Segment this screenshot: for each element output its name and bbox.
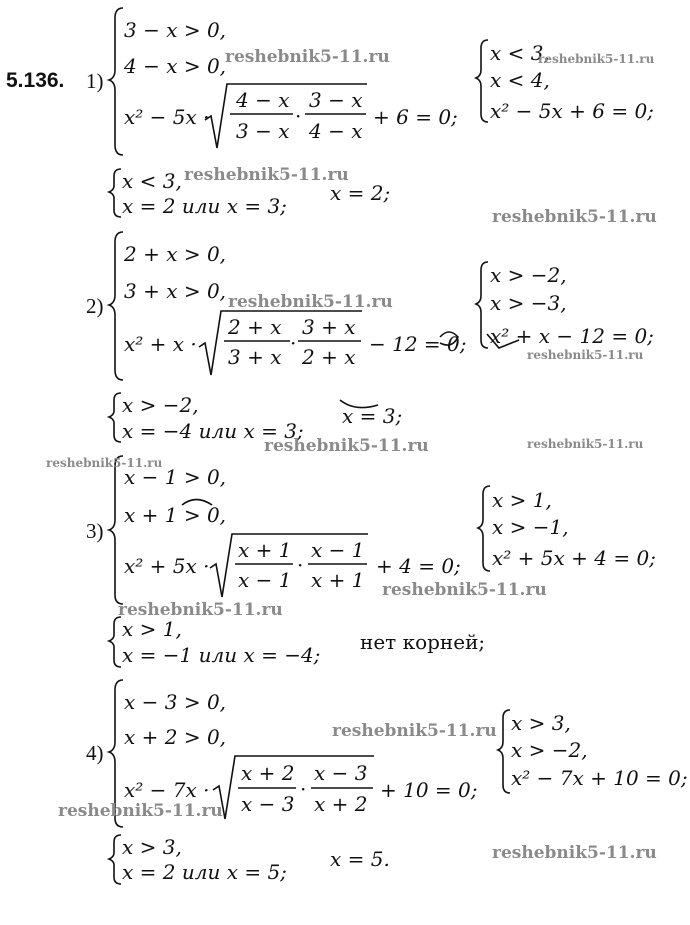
part-2-frac2-den: 2 + x [302,345,356,369]
part-3-final-b: x = −1 или x = −4; [122,643,321,667]
watermark: reshebnik5-11.ru [527,348,644,362]
part-2-condition-a: 2 + x > 0, [124,242,227,266]
part-1-dot: · [295,104,302,128]
watermark: reshebnik5-11.ru [264,436,429,456]
brace-4-result [498,710,510,793]
part-2-frac1-den: 3 + x [228,345,282,369]
part-2-result-b: x > −3, [490,291,567,315]
part-2-frac1-num: 2 + x [228,315,282,339]
watermark: reshebnik5-11.ru [225,47,390,67]
part-2-dot: · [290,331,297,355]
brace-3-system [109,456,123,604]
part-1-result-a: x < 3, [490,41,550,65]
part-2-equation-right: − 12 = 0; [369,332,467,356]
part-4-frac2-num: x − 3 [314,761,368,785]
part-3-condition-b: x + 1 > 0, [124,503,227,527]
watermark: reshebnik5-11.ru [332,721,497,741]
part-4-equation-left: x² − 7x · [124,778,210,802]
part-1-condition-a: 3 − x > 0, [124,18,227,42]
problem-number: 5.136. [6,69,65,92]
watermark: reshebnik5-11.ru [538,52,655,66]
part-3-result-b: x > −1, [492,515,569,539]
part-2-frac2-num: 3 + x [302,315,356,339]
part-1-result-c: x² − 5x + 6 = 0; [490,99,654,123]
watermark: reshebnik5-11.ru [184,165,349,185]
part-2-label: 2) [86,294,104,318]
part-4-final-b: x = 2 или x = 5; [122,860,287,884]
part-3-final-a: x > 1, [122,617,182,641]
watermark: reshebnik5-11.ru [46,456,163,470]
part-1-equation-left: x² − 5x · [124,105,210,129]
part-3-answer: нет корней; [360,630,486,654]
part-1-result-b: x < 4, [490,68,550,92]
watermark: reshebnik5-11.ru [492,843,657,863]
part-4-frac2-den: x + 2 [314,792,368,816]
part-3-result-c: x² + 5x + 4 = 0; [492,546,656,570]
part-3-result-a: x > 1, [492,488,552,512]
part-1-final-a: x < 3, [122,169,182,193]
part-4-answer: x = 5. [330,847,390,871]
part-3-equation-right: + 4 = 0; [376,554,461,578]
part-3-frac2-den: x + 1 [311,568,365,592]
watermark: reshebnik5-11.ru [527,437,644,451]
part-4-condition-b: x + 2 > 0, [124,725,227,749]
part-2-condition-b: 3 + x > 0, [124,279,227,303]
part-1-answer: x = 2; [330,181,391,205]
brace-2-result [476,262,488,348]
watermark: reshebnik5-11.ru [118,600,283,620]
part-1-condition-b: 4 − x > 0, [124,54,227,78]
part-4-final-a: x > 3, [122,835,182,859]
part-3-frac1-num: x + 1 [238,538,292,562]
part-2-final-b: x = −4 или x = 3; [122,419,304,443]
part-3-frac1-den: x − 1 [238,568,292,592]
watermark: reshebnik5-11.ru [58,801,223,821]
brace-2-system [109,232,123,380]
part-2-equation-left: x² + x · [124,332,197,356]
part-4-equation-right: + 10 = 0; [380,778,478,802]
part-1-frac2-num: 3 − x [309,88,363,112]
brace-3-result [478,486,490,571]
part-4-frac1-den: x − 3 [241,792,295,816]
part-2-result-c: x² + x − 12 = 0; [490,324,654,348]
brace-1-system [109,8,123,155]
part-4-label: 4) [86,741,104,765]
brace-3-final [109,617,121,667]
brace-2-final [109,393,121,442]
part-2-answer: x = 3; [342,404,403,428]
part-4-condition-a: x − 3 > 0, [124,690,227,714]
part-4-result-c: x² − 7x + 10 = 0; [511,766,688,790]
part-4-dot: · [300,777,307,801]
part-4-frac1-num: x + 2 [241,761,295,785]
part-3-dot: · [297,553,304,577]
part-4-result-a: x > 3, [511,711,571,735]
part-3-equation-left: x² + 5x · [124,554,210,578]
part-1-frac1-den: 3 − x [236,119,290,143]
part-1-frac2-den: 4 − x [309,119,363,143]
watermark: reshebnik5-11.ru [382,580,547,600]
watermark: reshebnik5-11.ru [492,207,657,227]
brace-4-final [109,835,121,884]
part-4-result-b: x > −2, [511,738,588,762]
part-1-label: 1) [86,69,104,93]
part-1-equation-right: + 6 = 0; [373,105,458,129]
brace-1-result [476,40,488,122]
part-2-final-a: x > −2, [122,393,199,417]
part-2-result-a: x > −2, [490,263,567,287]
part-3-condition-a: x − 1 > 0, [124,465,227,489]
part-3-frac2-num: x − 1 [311,538,365,562]
part-1-final-b: x = 2 или x = 3; [122,194,287,218]
part-3-label: 3) [86,519,104,543]
watermark: reshebnik5-11.ru [228,292,393,312]
brace-1-final [109,169,121,217]
part-1-frac1-num: 4 − x [236,88,290,112]
